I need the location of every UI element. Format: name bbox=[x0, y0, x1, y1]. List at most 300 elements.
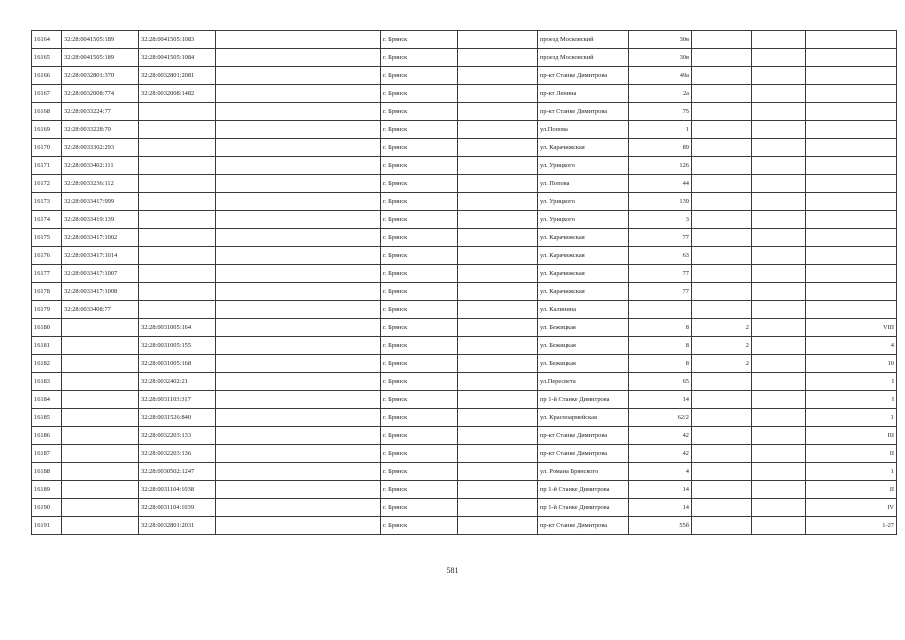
object-cadastral-number-cell: 32:28:0032203:133 bbox=[139, 427, 216, 445]
city-cell: г. Брянск bbox=[381, 229, 458, 247]
house-number-cell: 77 bbox=[629, 265, 692, 283]
row-number-cell: 16187 bbox=[32, 445, 62, 463]
building-cell bbox=[692, 391, 752, 409]
empty-cell bbox=[458, 247, 538, 265]
row-number-cell: 16165 bbox=[32, 49, 62, 67]
house-number-cell: 8 bbox=[629, 319, 692, 337]
empty-cell bbox=[216, 139, 381, 157]
table-row bbox=[32, 121, 897, 139]
building-cell bbox=[692, 301, 752, 319]
extra-cell bbox=[752, 427, 806, 445]
row-number-cell: 16188 bbox=[32, 463, 62, 481]
object-cadastral-number-cell bbox=[139, 265, 216, 283]
premises-number-cell: II bbox=[806, 481, 897, 499]
empty-cell bbox=[458, 355, 538, 373]
house-number-cell: 14 bbox=[629, 391, 692, 409]
house-number-cell: 30в bbox=[629, 31, 692, 49]
land-cadastral-number-cell bbox=[62, 355, 139, 373]
building-cell bbox=[692, 139, 752, 157]
table-row bbox=[32, 517, 897, 535]
empty-cell bbox=[458, 301, 538, 319]
table-row bbox=[32, 31, 897, 49]
house-number-cell: 77 bbox=[629, 283, 692, 301]
building-cell bbox=[692, 247, 752, 265]
empty-cell bbox=[458, 499, 538, 517]
city-cell: г. Брянск bbox=[381, 85, 458, 103]
extra-cell bbox=[752, 49, 806, 67]
building-cell: 2 bbox=[692, 355, 752, 373]
city-cell: г. Брянск bbox=[381, 481, 458, 499]
extra-cell bbox=[752, 193, 806, 211]
house-number-cell: 3 bbox=[629, 211, 692, 229]
street-cell: ул.Пересвета bbox=[538, 373, 629, 391]
object-cadastral-number-cell: 32:28:0030502:1247 bbox=[139, 463, 216, 481]
building-cell bbox=[692, 175, 752, 193]
building-cell bbox=[692, 481, 752, 499]
table-row bbox=[32, 337, 897, 355]
empty-cell bbox=[458, 67, 538, 85]
city-cell: г. Брянск bbox=[381, 373, 458, 391]
premises-number-cell: I bbox=[806, 391, 897, 409]
land-cadastral-number-cell: 32:28:0033224:77 bbox=[62, 103, 139, 121]
land-cadastral-number-cell: 32:28:0033236:112 bbox=[62, 175, 139, 193]
empty-cell bbox=[216, 409, 381, 427]
table-row bbox=[32, 265, 897, 283]
city-cell: г. Брянск bbox=[381, 211, 458, 229]
table-row bbox=[32, 373, 897, 391]
empty-cell bbox=[458, 139, 538, 157]
empty-cell bbox=[458, 31, 538, 49]
premises-number-cell bbox=[806, 283, 897, 301]
object-cadastral-number-cell bbox=[139, 103, 216, 121]
building-cell bbox=[692, 49, 752, 67]
premises-number-cell: III bbox=[806, 427, 897, 445]
extra-cell bbox=[752, 409, 806, 427]
extra-cell bbox=[752, 517, 806, 535]
row-number-cell: 16184 bbox=[32, 391, 62, 409]
building-cell bbox=[692, 193, 752, 211]
land-cadastral-number-cell: 32:28:0033408:77 bbox=[62, 301, 139, 319]
building-cell bbox=[692, 31, 752, 49]
building-cell bbox=[692, 283, 752, 301]
object-cadastral-number-cell: 32:28:0031104:1039 bbox=[139, 499, 216, 517]
object-cadastral-number-cell bbox=[139, 121, 216, 139]
object-cadastral-number-cell: 32:28:0041505:1083 bbox=[139, 31, 216, 49]
table-row bbox=[32, 229, 897, 247]
extra-cell bbox=[752, 499, 806, 517]
house-number-cell bbox=[629, 301, 692, 319]
table-row bbox=[32, 319, 897, 337]
land-cadastral-number-cell: 32:28:0033419:139 bbox=[62, 211, 139, 229]
premises-number-cell bbox=[806, 31, 897, 49]
city-cell: г. Брянск bbox=[381, 265, 458, 283]
building-cell bbox=[692, 445, 752, 463]
land-cadastral-number-cell: 32:28:0033417:1008 bbox=[62, 283, 139, 301]
object-cadastral-number-cell bbox=[139, 283, 216, 301]
building-cell bbox=[692, 409, 752, 427]
city-cell: г. Брянск bbox=[381, 463, 458, 481]
empty-cell bbox=[216, 517, 381, 535]
building-cell bbox=[692, 103, 752, 121]
row-number-cell: 16167 bbox=[32, 85, 62, 103]
table-row bbox=[32, 103, 897, 121]
land-cadastral-number-cell: 32:28:0032008:774 bbox=[62, 85, 139, 103]
land-cadastral-number-cell bbox=[62, 391, 139, 409]
row-number-cell: 16172 bbox=[32, 175, 62, 193]
city-cell: г. Брянск bbox=[381, 31, 458, 49]
object-cadastral-number-cell: 32:28:0031005:164 bbox=[139, 319, 216, 337]
table-row bbox=[32, 355, 897, 373]
street-cell: ул. Калинина bbox=[538, 301, 629, 319]
empty-cell bbox=[216, 229, 381, 247]
row-number-cell: 16176 bbox=[32, 247, 62, 265]
land-cadastral-number-cell: 32:28:0041505:189 bbox=[62, 49, 139, 67]
extra-cell bbox=[752, 157, 806, 175]
land-cadastral-number-cell bbox=[62, 463, 139, 481]
table-row bbox=[32, 67, 897, 85]
registry-table-body bbox=[32, 31, 897, 535]
extra-cell bbox=[752, 265, 806, 283]
street-cell: ул.Попова bbox=[538, 121, 629, 139]
table-row bbox=[32, 139, 897, 157]
table-row bbox=[32, 211, 897, 229]
street-cell: ул. Бежицкая bbox=[538, 319, 629, 337]
house-number-cell: 8 bbox=[629, 355, 692, 373]
extra-cell bbox=[752, 139, 806, 157]
land-cadastral-number-cell: 32:28:0033417:999 bbox=[62, 193, 139, 211]
row-number-cell: 16173 bbox=[32, 193, 62, 211]
row-number-cell: 16179 bbox=[32, 301, 62, 319]
extra-cell bbox=[752, 67, 806, 85]
building-cell bbox=[692, 427, 752, 445]
empty-cell bbox=[458, 373, 538, 391]
premises-number-cell bbox=[806, 211, 897, 229]
empty-cell bbox=[216, 193, 381, 211]
extra-cell bbox=[752, 481, 806, 499]
object-cadastral-number-cell: 32:28:0031526:840 bbox=[139, 409, 216, 427]
table-row bbox=[32, 499, 897, 517]
empty-cell bbox=[216, 337, 381, 355]
land-cadastral-number-cell bbox=[62, 319, 139, 337]
city-cell: г. Брянск bbox=[381, 337, 458, 355]
row-number-cell: 16174 bbox=[32, 211, 62, 229]
empty-cell bbox=[458, 445, 538, 463]
extra-cell bbox=[752, 355, 806, 373]
table-row bbox=[32, 247, 897, 265]
street-cell: ул. Романа Брянского bbox=[538, 463, 629, 481]
house-number-cell: 30в bbox=[629, 49, 692, 67]
empty-cell bbox=[216, 355, 381, 373]
street-cell: ул. Урицкого bbox=[538, 211, 629, 229]
extra-cell bbox=[752, 319, 806, 337]
land-cadastral-number-cell bbox=[62, 427, 139, 445]
building-cell bbox=[692, 67, 752, 85]
house-number-cell: 55б bbox=[629, 517, 692, 535]
house-number-cell: 42 bbox=[629, 445, 692, 463]
street-cell: пр 1-й Станке Димитрова bbox=[538, 499, 629, 517]
empty-cell bbox=[216, 373, 381, 391]
row-number-cell: 16189 bbox=[32, 481, 62, 499]
empty-cell bbox=[458, 427, 538, 445]
city-cell: г. Брянск bbox=[381, 319, 458, 337]
empty-cell bbox=[458, 481, 538, 499]
empty-cell bbox=[458, 103, 538, 121]
street-cell: ул. Карачижская bbox=[538, 265, 629, 283]
city-cell: г. Брянск bbox=[381, 193, 458, 211]
empty-cell bbox=[216, 103, 381, 121]
object-cadastral-number-cell bbox=[139, 193, 216, 211]
premises-number-cell: 4 bbox=[806, 337, 897, 355]
street-cell: ул. Бежицкая bbox=[538, 337, 629, 355]
empty-cell bbox=[216, 427, 381, 445]
premises-number-cell bbox=[806, 139, 897, 157]
street-cell: пр-кт Станке Димитрова bbox=[538, 445, 629, 463]
land-cadastral-number-cell: 32:28:0032801:370 bbox=[62, 67, 139, 85]
extra-cell bbox=[752, 283, 806, 301]
extra-cell bbox=[752, 85, 806, 103]
street-cell: пр-кт Станке Димитрова bbox=[538, 67, 629, 85]
city-cell: г. Брянск bbox=[381, 67, 458, 85]
empty-cell bbox=[458, 391, 538, 409]
empty-cell bbox=[216, 121, 381, 139]
building-cell bbox=[692, 373, 752, 391]
table-row bbox=[32, 157, 897, 175]
empty-cell bbox=[458, 211, 538, 229]
object-cadastral-number-cell: 32:28:0031103:317 bbox=[139, 391, 216, 409]
building-cell bbox=[692, 265, 752, 283]
empty-cell bbox=[458, 193, 538, 211]
empty-cell bbox=[458, 463, 538, 481]
row-number-cell: 16177 bbox=[32, 265, 62, 283]
house-number-cell: 2а bbox=[629, 85, 692, 103]
empty-cell bbox=[216, 445, 381, 463]
extra-cell bbox=[752, 103, 806, 121]
object-cadastral-number-cell bbox=[139, 139, 216, 157]
object-cadastral-number-cell: 32:28:0032801:2031 bbox=[139, 517, 216, 535]
land-cadastral-number-cell bbox=[62, 517, 139, 535]
street-cell: ул. Карачижская bbox=[538, 229, 629, 247]
object-cadastral-number-cell bbox=[139, 175, 216, 193]
land-cadastral-number-cell: 32:28:0033417:1007 bbox=[62, 265, 139, 283]
land-cadastral-number-cell: 32:28:0033417:1002 bbox=[62, 229, 139, 247]
premises-number-cell bbox=[806, 49, 897, 67]
land-cadastral-number-cell: 32:28:0041505:189 bbox=[62, 31, 139, 49]
land-cadastral-number-cell bbox=[62, 373, 139, 391]
premises-number-cell bbox=[806, 103, 897, 121]
empty-cell bbox=[458, 175, 538, 193]
street-cell: ул. Карачижская bbox=[538, 283, 629, 301]
premises-number-cell bbox=[806, 85, 897, 103]
object-cadastral-number-cell: 32:28:0031005:168 bbox=[139, 355, 216, 373]
empty-cell bbox=[458, 337, 538, 355]
extra-cell bbox=[752, 175, 806, 193]
house-number-cell: 77 bbox=[629, 229, 692, 247]
street-cell: пр-кт Станке Димитрова bbox=[538, 103, 629, 121]
premises-number-cell bbox=[806, 301, 897, 319]
row-number-cell: 16180 bbox=[32, 319, 62, 337]
land-cadastral-number-cell: 32:28:0033402:111 bbox=[62, 157, 139, 175]
city-cell: г. Брянск bbox=[381, 247, 458, 265]
premises-number-cell: I bbox=[806, 373, 897, 391]
city-cell: г. Брянск bbox=[381, 49, 458, 67]
street-cell: ул. Красноармейская bbox=[538, 409, 629, 427]
house-number-cell: 89 bbox=[629, 139, 692, 157]
land-cadastral-number-cell bbox=[62, 337, 139, 355]
land-cadastral-number-cell bbox=[62, 481, 139, 499]
row-number-cell: 16190 bbox=[32, 499, 62, 517]
empty-cell bbox=[458, 265, 538, 283]
row-number-cell: 16164 bbox=[32, 31, 62, 49]
empty-cell bbox=[216, 175, 381, 193]
street-cell: ул. Карачижская bbox=[538, 139, 629, 157]
city-cell: г. Брянск bbox=[381, 283, 458, 301]
premises-number-cell bbox=[806, 175, 897, 193]
empty-cell bbox=[458, 229, 538, 247]
land-cadastral-number-cell bbox=[62, 445, 139, 463]
extra-cell bbox=[752, 391, 806, 409]
extra-cell bbox=[752, 463, 806, 481]
city-cell: г. Брянск bbox=[381, 301, 458, 319]
building-cell bbox=[692, 211, 752, 229]
street-cell: пр-кт Станке Димитрова bbox=[538, 427, 629, 445]
premises-number-cell bbox=[806, 247, 897, 265]
house-number-cell: 139 bbox=[629, 193, 692, 211]
street-cell: ул. Урицкого bbox=[538, 157, 629, 175]
building-cell bbox=[692, 499, 752, 517]
building-cell: 2 bbox=[692, 337, 752, 355]
empty-cell bbox=[458, 49, 538, 67]
building-cell bbox=[692, 157, 752, 175]
table-row bbox=[32, 391, 897, 409]
row-number-cell: 16191 bbox=[32, 517, 62, 535]
land-cadastral-number-cell bbox=[62, 499, 139, 517]
city-cell: г. Брянск bbox=[381, 121, 458, 139]
premises-number-cell: 1 bbox=[806, 463, 897, 481]
empty-cell bbox=[458, 319, 538, 337]
street-cell: пр-кт Станке Димитрова bbox=[538, 517, 629, 535]
row-number-cell: 16169 bbox=[32, 121, 62, 139]
table-row bbox=[32, 427, 897, 445]
house-number-cell: 14 bbox=[629, 481, 692, 499]
city-cell: г. Брянск bbox=[381, 157, 458, 175]
empty-cell bbox=[216, 157, 381, 175]
row-number-cell: 16171 bbox=[32, 157, 62, 175]
row-number-cell: 16175 bbox=[32, 229, 62, 247]
row-number-cell: 16168 bbox=[32, 103, 62, 121]
house-number-cell: 65 bbox=[629, 373, 692, 391]
extra-cell bbox=[752, 445, 806, 463]
page-number: 581 bbox=[446, 566, 459, 575]
empty-cell bbox=[216, 85, 381, 103]
extra-cell bbox=[752, 121, 806, 139]
table-row bbox=[32, 463, 897, 481]
house-number-cell: 14 bbox=[629, 499, 692, 517]
house-number-cell: 1 bbox=[629, 121, 692, 139]
premises-number-cell bbox=[806, 265, 897, 283]
object-cadastral-number-cell: 32:28:0032203:136 bbox=[139, 445, 216, 463]
extra-cell bbox=[752, 373, 806, 391]
table-row bbox=[32, 481, 897, 499]
empty-cell bbox=[216, 211, 381, 229]
row-number-cell: 16178 bbox=[32, 283, 62, 301]
object-cadastral-number-cell: 32:28:0032801:2081 bbox=[139, 67, 216, 85]
premises-number-cell: II bbox=[806, 445, 897, 463]
street-cell: проезд Московский bbox=[538, 49, 629, 67]
street-cell: пр-кт Ленина bbox=[538, 85, 629, 103]
premises-number-cell bbox=[806, 121, 897, 139]
building-cell: 2 bbox=[692, 319, 752, 337]
object-cadastral-number-cell bbox=[139, 247, 216, 265]
house-number-cell: 8 bbox=[629, 337, 692, 355]
empty-cell bbox=[216, 265, 381, 283]
premises-number-cell: VIII bbox=[806, 319, 897, 337]
empty-cell bbox=[216, 481, 381, 499]
empty-cell bbox=[216, 463, 381, 481]
extra-cell bbox=[752, 337, 806, 355]
row-number-cell: 16182 bbox=[32, 355, 62, 373]
empty-cell bbox=[458, 517, 538, 535]
extra-cell bbox=[752, 247, 806, 265]
table-row bbox=[32, 193, 897, 211]
city-cell: г. Брянск bbox=[381, 355, 458, 373]
object-cadastral-number-cell bbox=[139, 157, 216, 175]
row-number-cell: 16185 bbox=[32, 409, 62, 427]
empty-cell bbox=[216, 319, 381, 337]
empty-cell bbox=[216, 499, 381, 517]
building-cell bbox=[692, 229, 752, 247]
row-number-cell: 16186 bbox=[32, 427, 62, 445]
registry-table bbox=[31, 30, 897, 535]
extra-cell bbox=[752, 211, 806, 229]
table-row bbox=[32, 301, 897, 319]
house-number-cell: 4 bbox=[629, 463, 692, 481]
object-cadastral-number-cell bbox=[139, 229, 216, 247]
object-cadastral-number-cell: 32:28:0032402:21 bbox=[139, 373, 216, 391]
building-cell bbox=[692, 517, 752, 535]
house-number-cell: 75 bbox=[629, 103, 692, 121]
row-number-cell: 16166 bbox=[32, 67, 62, 85]
street-cell: пр 1-й Станке Димитрова bbox=[538, 391, 629, 409]
empty-cell bbox=[216, 391, 381, 409]
table-row bbox=[32, 175, 897, 193]
object-cadastral-number-cell bbox=[139, 211, 216, 229]
premises-number-cell bbox=[806, 193, 897, 211]
row-number-cell: 16183 bbox=[32, 373, 62, 391]
object-cadastral-number-cell: 32:28:0031104:1038 bbox=[139, 481, 216, 499]
extra-cell bbox=[752, 229, 806, 247]
object-cadastral-number-cell bbox=[139, 301, 216, 319]
house-number-cell: 126 bbox=[629, 157, 692, 175]
street-cell: проезд Московский bbox=[538, 31, 629, 49]
empty-cell bbox=[458, 157, 538, 175]
house-number-cell: 62/2 bbox=[629, 409, 692, 427]
city-cell: г. Брянск bbox=[381, 409, 458, 427]
premises-number-cell bbox=[806, 67, 897, 85]
premises-number-cell: IV bbox=[806, 499, 897, 517]
building-cell bbox=[692, 463, 752, 481]
empty-cell bbox=[458, 85, 538, 103]
city-cell: г. Брянск bbox=[381, 103, 458, 121]
extra-cell bbox=[752, 301, 806, 319]
empty-cell bbox=[216, 49, 381, 67]
building-cell bbox=[692, 85, 752, 103]
premises-number-cell bbox=[806, 157, 897, 175]
empty-cell bbox=[216, 301, 381, 319]
city-cell: г. Брянск bbox=[381, 445, 458, 463]
street-cell: ул. Урицкого bbox=[538, 193, 629, 211]
land-cadastral-number-cell: 32:28:0033417:1014 bbox=[62, 247, 139, 265]
table-row bbox=[32, 409, 897, 427]
